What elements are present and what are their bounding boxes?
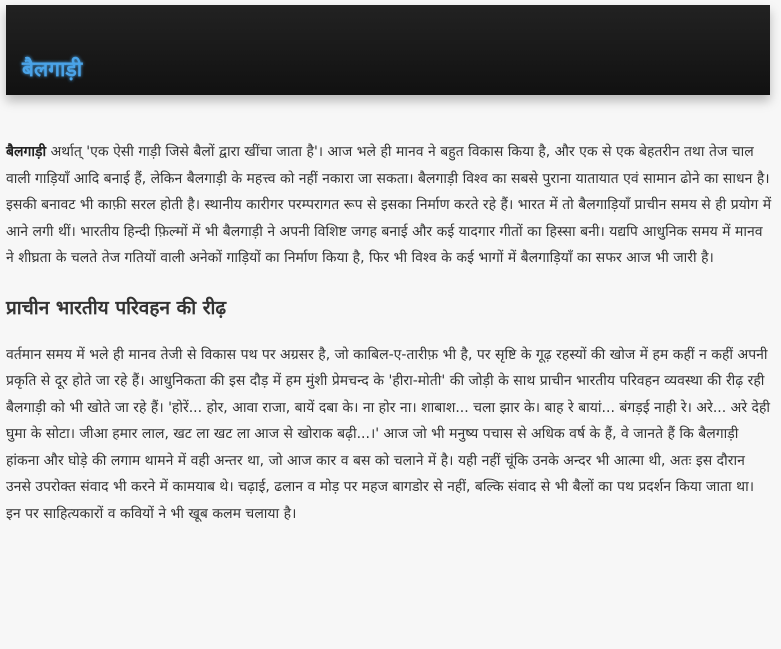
section-paragraph: वर्तमान समय में भले ही मानव तेजी से विकास पथ पर अग्रसर है, जो काबिल-ए-तारीफ़ भी है, पर सृष्टि के गूढ़ रहस्यों की खोज में हम कहीं न कहीं अपनी प्रकृति से दूर होते जा रहे हैं। आधुनिकता की इस दौड़ में हम मुंशी प्रेमचन्द के 'हीरा-मोती' की जोड़ी के साथ प्राचीन भारतीय परिवहन व्यवस्था की रीढ़ रही बैलगाड़ी को भी खोते जा रहे हैं। 'होरें... होर, आवा राजा, बायें दबा के। ना होर ना। शाबाश... चला झार के। बाह रे बायां... बंगड़ई नाही रे। अरे... अरे देही घुमा के सोटा। जीआ हमार लाल, खट ला खट ला आज से खोराक बढ़ी...।' आज जो भी मनुष्य पचास से अधिक वर्ष के हैं, वे जानते हैं कि बैलगाड़ी हांकना और घोड़े की लगाम थामने में वही अन्तर था, जो आज कार व बस को चलाने में है। यही नहीं चूंकि उनके अन्दर भी आत्मा थी, अतः इस दौरान उनसे उपरोक्त संवाद भी करने में कामयाब थे। चढ़ाई, ढलान व मोड़ पर महज बागडोर से नहीं, बल्कि संवाद से भी बैलों का पथ प्रदर्शन किया जाता था। इन पर साहित्यकारों व कवियों ने भी खूब कलम चलाया है।	[6, 346, 771, 522]
intro-bold-term: बैलगाड़ी	[6, 144, 47, 160]
intro-text: अर्थात् 'एक ऐसी गाड़ी जिसे बैलों द्वारा खींचा जाता है'। आज भले ही मानव ने बहुत विकास किया है, और एक से एक बेहतरीन तथा तेज चाल वाली गाड़ियाँ आदि बनाई हैं, लेकिन बैलगाड़ी के महत्त्व को नहीं नकारा जा सकता। बैलगाड़ी विश्व का सबसे पुराना यातायात एवं सामान ढोने का साधन है। इसकी बनावट भी काफ़ी सरल होती है। स्थानीय कारीगर परम्परागत रूप से इसका निर्माण करते रहे हैं। भारत में तो बैलगाड़ियाँ प्राचीन समय से ही प्रयोग में आने लगी थीं। भारतीय हिन्दी फ़िल्मों में भी बैलगाड़ी ने अपनी विशिष्ट जगह बनाई और कई यादगार गीतों का हिस्सा बनी। यद्यपि आधुनिक समय में मानव ने शीघ्रता के चलते तेज गतियों वाली अनेकों गाड़ियों का निर्माण किया है, फिर भी विश्व के कई भागों में बैलगाड़ियाँ का सफर आज भी जारी है।	[6, 144, 772, 266]
intro-paragraph	[6, 139, 772, 272]
page-header	[6, 5, 770, 95]
section-heading: प्राचीन भारतीय परिवहन की रीढ़	[6, 296, 227, 319]
page-title: बैलगाड़ी	[22, 57, 83, 81]
article-content	[6, 139, 772, 527]
